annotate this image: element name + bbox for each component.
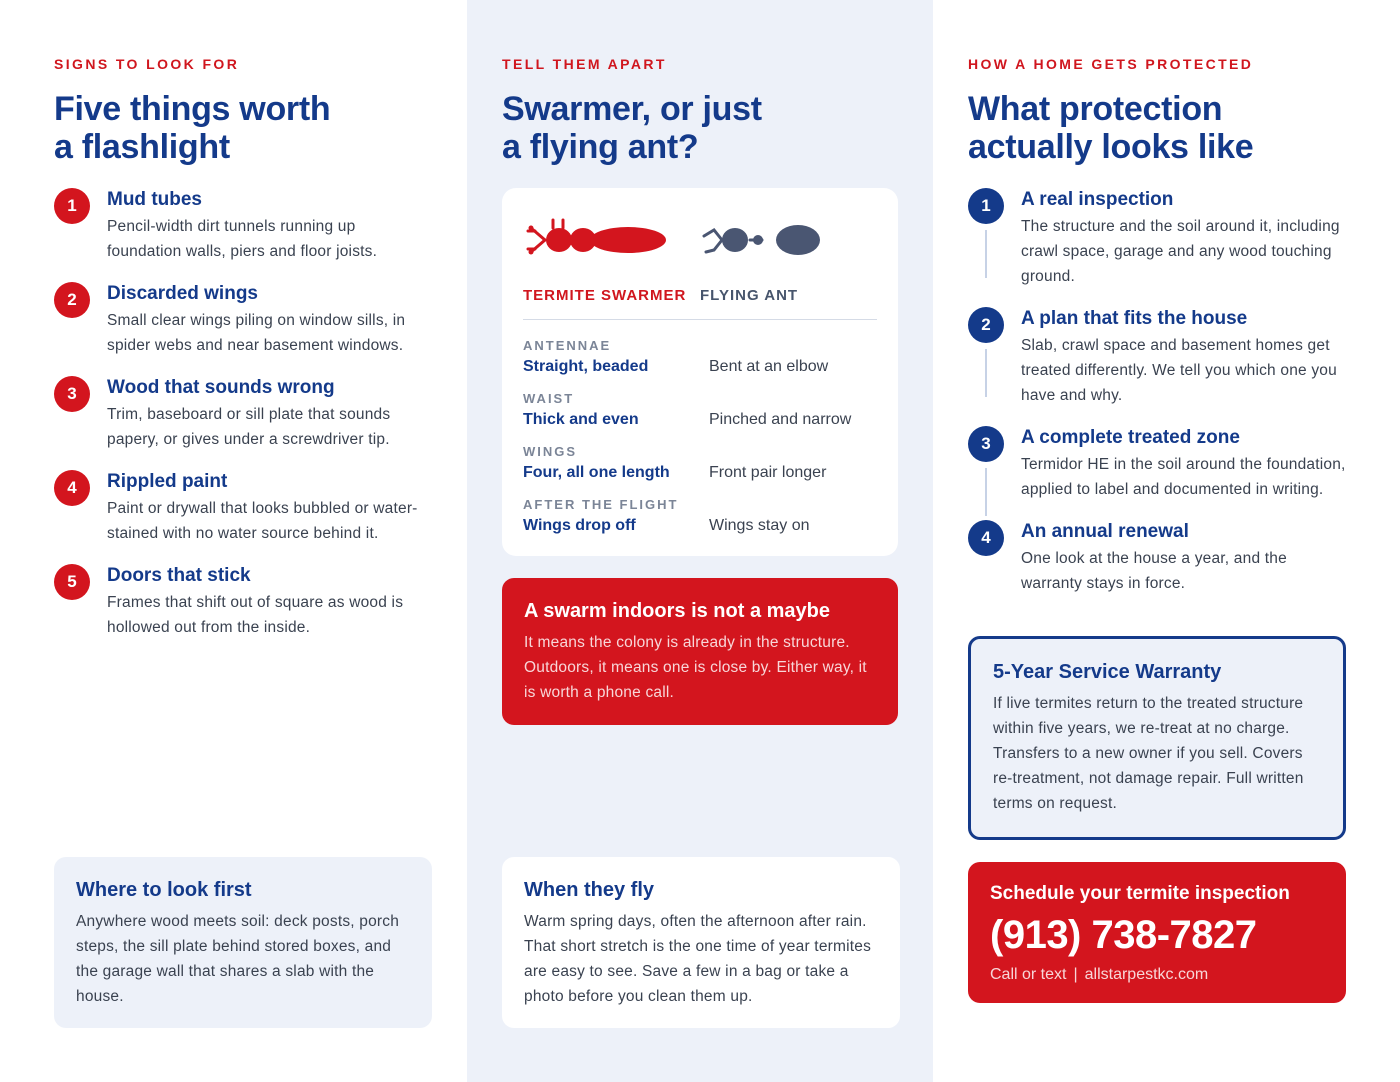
list-item xyxy=(54,282,431,358)
compare-headline-line1: Swarmer, or just xyxy=(502,90,762,128)
sign-text: Paint or drywall that looks bubbled or water-stained with no water source behind it. xyxy=(107,500,418,542)
step-connector xyxy=(985,349,987,397)
list-item xyxy=(968,307,1346,426)
ant-value: Bent at an elbow xyxy=(709,358,829,375)
sign-title: Discarded wings xyxy=(107,283,258,304)
list-item xyxy=(54,470,431,546)
step-title: A real inspection xyxy=(1021,189,1174,210)
signs-list xyxy=(54,188,431,640)
row-label: WINGS xyxy=(523,444,578,459)
sign-title: Doors that stick xyxy=(107,565,251,586)
warranty-title: 5-Year Service Warranty xyxy=(993,661,1222,683)
step-number: 2 xyxy=(968,307,1004,343)
sign-number: 1 xyxy=(54,188,90,224)
step-number: 3 xyxy=(968,426,1004,462)
warranty-card xyxy=(968,636,1346,840)
sign-title: Rippled paint xyxy=(107,471,228,492)
comparison-rows xyxy=(523,338,877,537)
compare-headline-line2: a flying ant? xyxy=(502,128,699,166)
when-they-fly-card xyxy=(502,857,900,1028)
protection-headline-line2: actually looks like xyxy=(968,128,1254,166)
alert-text: It means the colony is already in the structure. Outdoors, it means one is close by. Either way, it is worth a phone call. xyxy=(524,634,867,701)
step-text: The structure and the soil around it, including crawl space, garage and any wood touching ground. xyxy=(1021,218,1340,285)
step-connector xyxy=(985,230,987,278)
termite-swarmer-label: TERMITE SWARMER xyxy=(523,287,687,304)
step-title: An annual renewal xyxy=(1021,521,1189,542)
signs-panel xyxy=(0,0,467,1082)
cta-call-text: Call or text xyxy=(990,966,1067,983)
list-item xyxy=(54,564,431,640)
cta-contact-line xyxy=(990,964,1324,986)
list-item xyxy=(968,188,1346,307)
termite-value: Wings drop off xyxy=(523,517,636,534)
step-text: Slab, crawl space and basement homes get treated differently. We tell you which one you have and why. xyxy=(1021,337,1337,404)
row-label: ANTENNAE xyxy=(523,338,612,353)
signs-headline xyxy=(54,90,431,166)
protection-headline xyxy=(968,90,1346,166)
table-row xyxy=(523,497,877,537)
row-label: AFTER THE FLIGHT xyxy=(523,497,679,512)
ant-value: Front pair longer xyxy=(709,464,827,481)
table-row xyxy=(523,391,877,431)
protection-eyebrow: HOW A HOME GETS PROTECTED xyxy=(968,56,1254,72)
termite-value: Straight, beaded xyxy=(523,358,649,375)
step-text: One look at the house a year, and the warranty stays in force. xyxy=(1021,550,1287,592)
sign-text: Frames that shift out of square as wood is hollowed out from the inside. xyxy=(107,594,404,636)
cta-separator: | xyxy=(1073,966,1078,983)
flying-ant-label: FLYING ANT xyxy=(700,287,799,304)
table-row xyxy=(523,338,877,378)
ant-value: Pinched and narrow xyxy=(709,411,852,428)
compare-headline xyxy=(502,90,898,166)
protection-panel xyxy=(933,0,1400,1082)
website-link: allstarpestkc.com xyxy=(1084,966,1209,983)
table-row xyxy=(523,444,877,484)
sign-text: Small clear wings piling on window sills, in spider webs and near basement windows. xyxy=(107,312,406,354)
step-title: A complete treated zone xyxy=(1021,427,1240,448)
step-number: 1 xyxy=(968,188,1004,224)
step-text: Termidor HE in the soil around the foundation, applied to label and documented in writing. xyxy=(1021,456,1346,498)
signs-headline-line1: Five things worth xyxy=(54,90,331,128)
warranty-text: If live termites return to the treated structure within five years, we re-treat at no charge. Transfers to a new owner if you sell. Covers re-treatment, not damage repair. Full written terms on request. xyxy=(993,695,1304,812)
alert-title: A swarm indoors is not a maybe xyxy=(524,600,831,622)
insect-illustrations xyxy=(523,214,877,266)
sign-number: 3 xyxy=(54,376,90,412)
step-connector xyxy=(985,468,987,516)
termite-value: Thick and even xyxy=(523,411,639,428)
cta-title: Schedule your termite inspection xyxy=(990,883,1290,904)
where-to-look-card xyxy=(54,857,432,1028)
sign-number: 5 xyxy=(54,564,90,600)
where-card-title: Where to look first xyxy=(76,879,252,901)
protection-headline-line1: What protection xyxy=(968,90,1223,128)
sign-number: 2 xyxy=(54,282,90,318)
sign-text: Pencil-width dirt tunnels running up foundation walls, piers and floor joists. xyxy=(107,218,378,260)
list-item xyxy=(968,520,1346,596)
comparison-card xyxy=(502,188,898,556)
termite-value: Four, all one length xyxy=(523,464,670,481)
where-card-text: Anywhere wood meets soil: deck posts, porch steps, the sill plate behind stored boxes, and the garage wall that shares a slab with the house. xyxy=(76,913,400,1005)
list-item xyxy=(54,376,431,452)
step-number: 4 xyxy=(968,520,1004,556)
when-card-text: Warm spring days, often the afternoon after rain. That short stretch is the one time of year termites are easy to see. Save a few in a bag or take a photo before you clean them up. xyxy=(524,913,872,1005)
termite-swarmer-icon xyxy=(523,214,673,266)
signs-headline-line2: a flashlight xyxy=(54,128,230,166)
list-item xyxy=(968,426,1346,520)
flying-ant-icon xyxy=(700,214,850,266)
sign-title: Wood that sounds wrong xyxy=(107,377,335,398)
step-title: A plan that fits the house xyxy=(1021,308,1248,329)
sign-number: 4 xyxy=(54,470,90,506)
list-item xyxy=(54,188,431,264)
phone-number: (913) 738-7827 xyxy=(990,913,1257,957)
sign-title: Mud tubes xyxy=(107,189,202,210)
sign-text: Trim, baseboard or sill plate that sounds papery, or gives under a screwdriver tip. xyxy=(107,406,391,448)
protection-steps xyxy=(968,188,1346,596)
row-label: WAIST xyxy=(523,391,575,406)
schedule-cta xyxy=(968,862,1346,1003)
ant-value: Wings stay on xyxy=(709,517,810,534)
compare-panel xyxy=(467,0,933,1082)
signs-eyebrow: SIGNS TO LOOK FOR xyxy=(54,56,240,72)
swarm-alert-card xyxy=(502,578,898,725)
insect-labels xyxy=(523,287,877,320)
compare-eyebrow: TELL THEM APART xyxy=(502,56,667,72)
when-card-title: When they fly xyxy=(524,879,655,901)
